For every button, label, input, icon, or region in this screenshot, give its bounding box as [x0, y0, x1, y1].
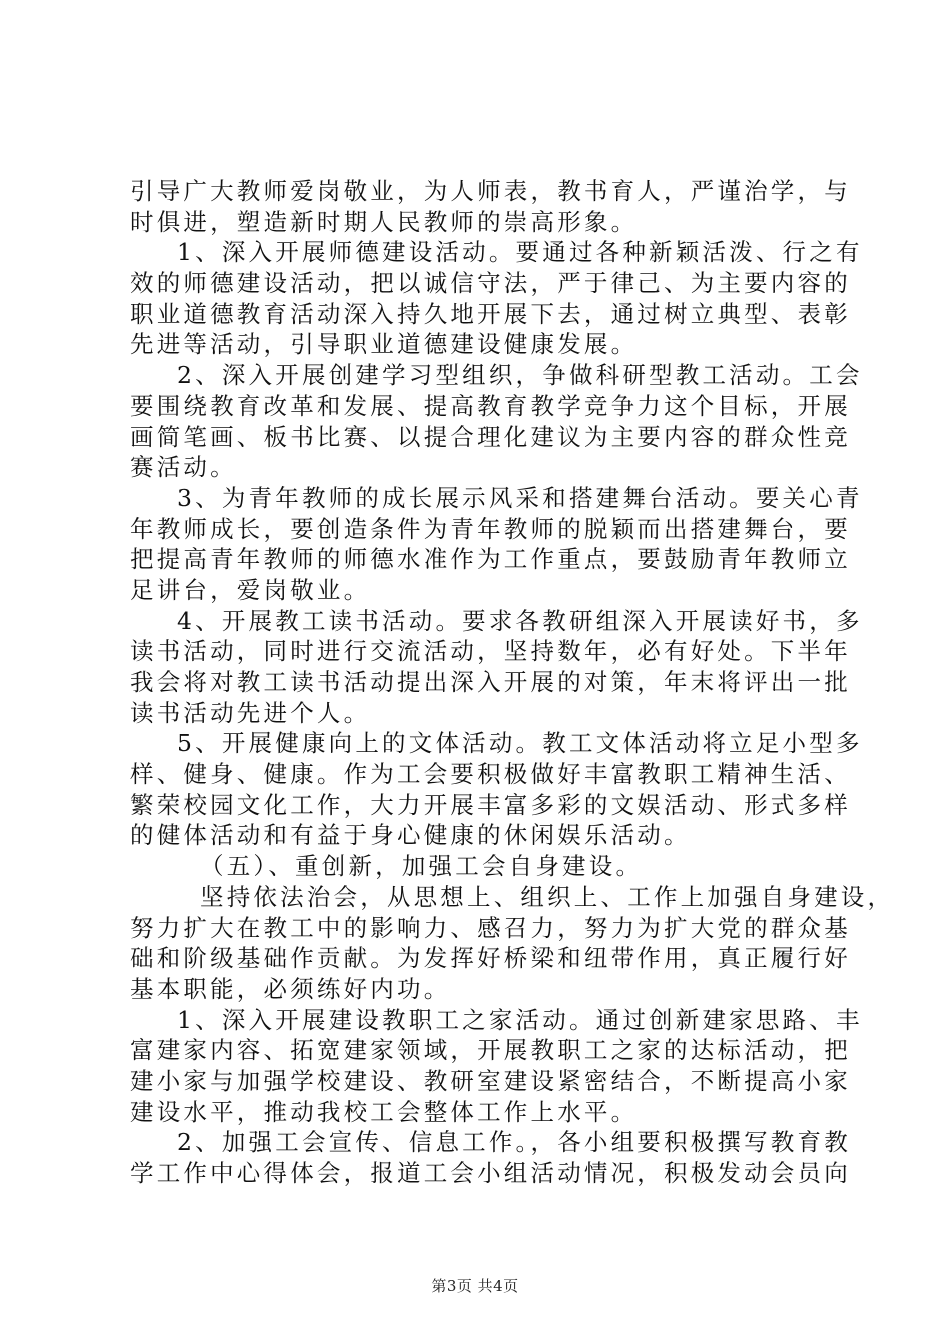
text-line: 年教师成长，要创造条件为青年教师的脱颖而出搭建舞台，要	[130, 514, 851, 543]
text-line: 建设水平，推动我校工会整体工作上水平。	[130, 1097, 638, 1126]
text-line: 2、深入开展创建学习型组织，争做科研型教工活动。工会	[177, 361, 863, 390]
text-line: 1、深入开展建设教职工之家活动。通过创新建家思路、丰	[177, 1005, 863, 1034]
text-line: 职业道德教育活动深入持久地开展下去，通过树立典型、表彰	[130, 299, 851, 328]
text-line: 先进等活动，引导职业道德建设健康发展。	[130, 330, 638, 359]
text-line: 效的师德建设活动，把以诚信守法，严于律己、为主要内容的	[130, 269, 851, 298]
text-line: 3、为青年教师的成长展示风采和搭建舞台活动。要关心青	[177, 483, 863, 512]
text-line: 础和阶级基础作贡献。为发挥好桥梁和纽带作用，真正履行好	[130, 944, 851, 973]
text-line: 4、开展教工读书活动。要求各教研组深入开展读好书，多	[177, 606, 863, 635]
text-line: 富建家内容、拓宽建家领域，开展教职工之家的达标活动，把	[130, 1036, 851, 1065]
page-number-footer: 第3页 共4页	[431, 1277, 519, 1295]
text-line: 建小家与加强学校建设、教研室建设紧密结合，不断提高小家	[130, 1066, 851, 1095]
text-line: 读书活动先进个人。	[130, 698, 371, 727]
text-line: 5、开展健康向上的文体活动。教工文体活动将立足小型多	[177, 729, 863, 758]
text-line: 把提高青年教师的师德水准作为工作重点，要鼓励青年教师立	[130, 545, 851, 574]
text-line: 画简笔画、板书比赛、以提合理化建议为主要内容的群众性竞	[130, 422, 851, 451]
text-line: 要围绕教育改革和发展、提高教育教学竞争力这个目标，开展	[130, 391, 851, 420]
text-line: 1、深入开展师德建设活动。要通过各种新颖活泼、行之有	[177, 238, 863, 267]
text-line: 基本职能，必须练好内功。	[130, 974, 451, 1003]
text-line: 学工作中心得体会，报道工会小组活动情况，积极发动会员向	[130, 1159, 851, 1187]
text-line: 坚持依法治会，从思想上、组织上、工作上加强自身建设，	[200, 882, 895, 911]
text-line: 足讲台，爱岗敬业。	[130, 575, 371, 604]
text-line: 读书活动，同时进行交流活动，坚持数年，必有好处。下半年	[130, 637, 851, 666]
text-line: 时俱进，塑造新时期人民教师的崇高形象。	[130, 207, 638, 236]
text-line: 样、健身、健康。作为工会要积极做好丰富教职工精神生活、	[130, 760, 851, 789]
document-body	[130, 176, 895, 1189]
text-line: 的健体活动和有益于身心健康的休闲娱乐活动。	[130, 821, 691, 850]
text-line: 赛活动。	[130, 453, 237, 482]
text-line: 繁荣校园文化工作，大力开展丰富多彩的文娱活动、形式多样	[130, 790, 851, 819]
text-line: 努力扩大在教工中的影响力、感召力，努力为扩大党的群众基	[130, 913, 851, 942]
text-line: 2、加强工会宣传、信息工作。，各小组要积极撰写教育教	[177, 1128, 851, 1157]
text-line: 我会将对教工读书活动提出深入开展的对策，年末将评出一批	[130, 668, 851, 696]
text-line: 引导广大教师爱岗敬业，为人师表，教书育人，严谨治学，与	[130, 177, 851, 205]
text-line: （五）、重创新，加强工会自身建设。	[200, 852, 643, 881]
